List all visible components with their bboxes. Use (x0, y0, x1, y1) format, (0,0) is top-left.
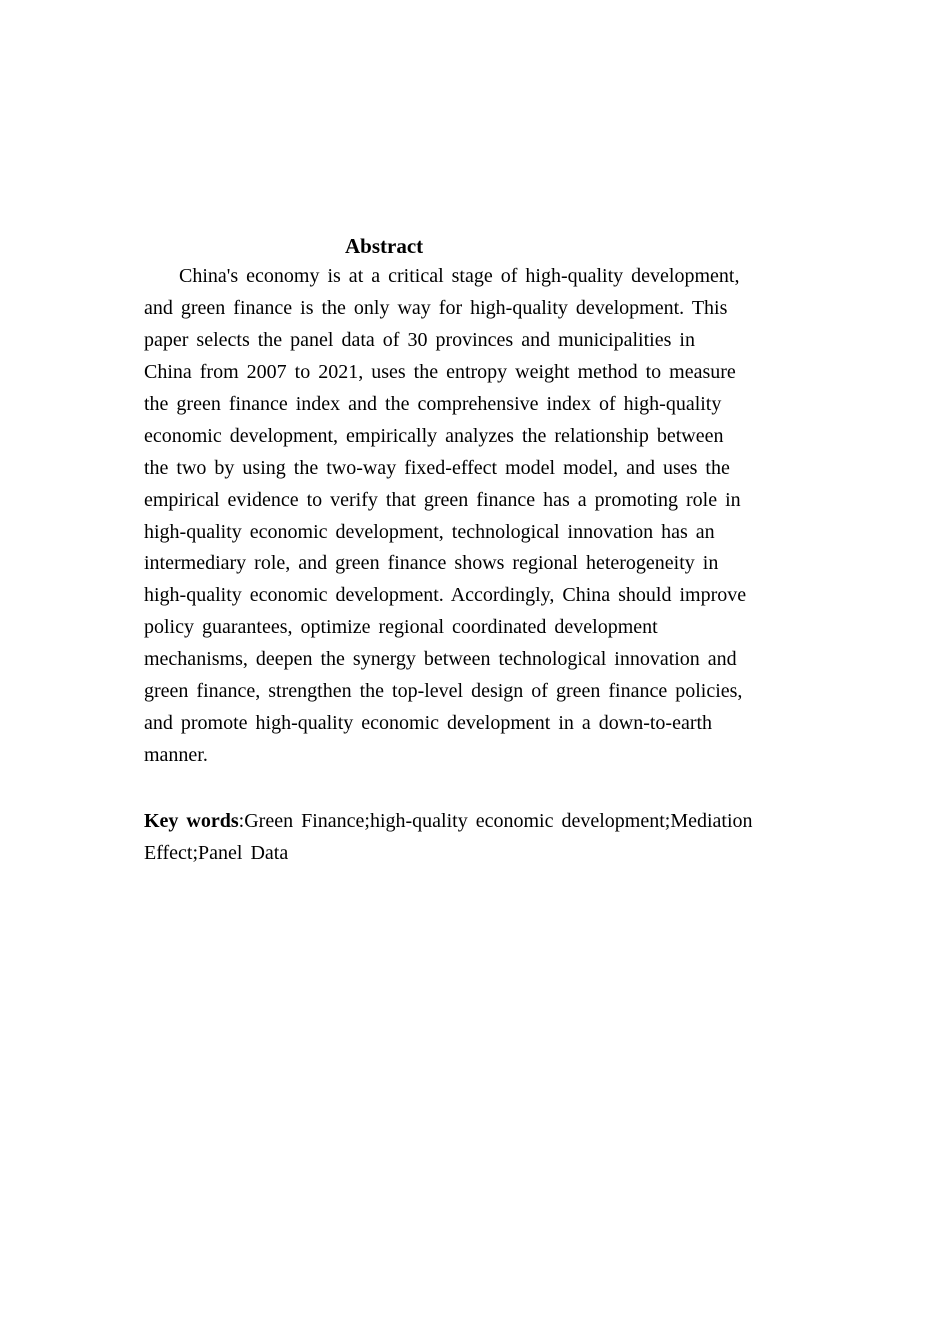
keywords-line-continued: Effect;Panel Data (144, 842, 289, 864)
abstract-line: green finance, strengthen the top-level design of green finance policies, (144, 680, 743, 703)
abstract-line: mechanisms, deepen the synergy between technological innovation and (144, 648, 737, 671)
abstract-body (144, 261, 844, 772)
keywords-label: Key words (144, 810, 239, 832)
keywords-section (144, 805, 844, 869)
abstract-line: high-quality economic development, technological innovation has an (144, 520, 715, 543)
abstract-line: and green finance is the only way for high-quality development. This (144, 296, 728, 319)
abstract-line: high-quality economic development. Accordingly, China should improve (144, 584, 747, 607)
abstract-line: China's economy is at a critical stage of high-quality development, (179, 265, 740, 287)
keywords-line (144, 805, 844, 837)
abstract-line: economic development, empirically analyzes the relationship between (144, 424, 724, 447)
abstract-line: and promote high-quality economic development in a down-to-earth (144, 712, 713, 735)
abstract-line: policy guarantees, optimize regional coordinated development (144, 616, 658, 639)
abstract-line: the green finance index and the comprehensive index of high-quality (144, 392, 722, 415)
abstract-heading: Abstract (345, 234, 424, 258)
abstract-line: manner. (144, 744, 208, 767)
keywords-text: :Green Finance;high-quality economic development;Mediation (238, 810, 753, 832)
abstract-line: China from 2007 to 2021, uses the entropy weight method to measure (144, 360, 736, 383)
abstract-line: paper selects the panel data of 30 provinces and municipalities in (144, 328, 695, 351)
abstract-line: empirical evidence to verify that green finance has a promoting role in (144, 488, 741, 511)
abstract-line: the two by using the two-way fixed-effect model model, and uses the (144, 456, 730, 479)
abstract-line: intermediary role, and green finance shows regional heterogeneity in (144, 552, 719, 575)
